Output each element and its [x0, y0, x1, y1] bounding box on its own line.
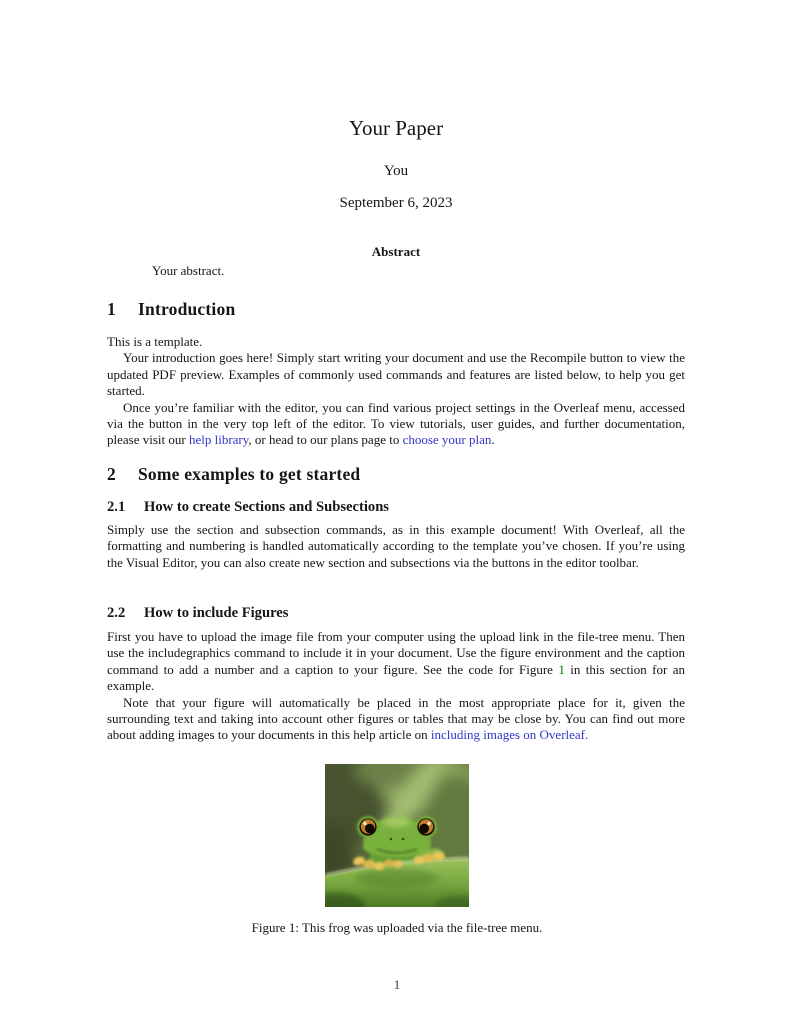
abstract-heading: Abstract — [371, 244, 421, 259]
paper-title: Your Paper — [348, 116, 444, 140]
subsection-sections-body — [107, 522, 685, 571]
paragraph: Simply use the section and subsection commands, as in this example document! With Overleaf, all the formatting and numbering is handled automatically according to the template you’ve chosen. If you’re using the Visual Editor, you can also create new section and subsections via the buttons in the editor toolbar. — [107, 522, 685, 570]
abstract-text: Your abstract. — [152, 263, 225, 278]
paragraph: This is a template. — [107, 334, 203, 349]
subsection-title: How to include Figures — [144, 605, 289, 621]
paragraph-text: in this section for an example. — [107, 661, 686, 694]
paragraph-text: . — [491, 432, 495, 448]
subsection-number: 2.2 — [107, 605, 126, 621]
section-heading-examples — [107, 464, 685, 485]
subsection-number: 2.1 — [107, 499, 126, 515]
page-number: 1 — [393, 977, 401, 992]
figure-1-reference-link[interactable]: 1 — [558, 661, 565, 677]
paragraph-text: Once you’re familiar with the editor, you can find various project settings in the Overleaf menu, accessed via the button in the very top left of the editor. To view tutorials, user guides, and further documentation, please visit our — [107, 399, 685, 448]
subsection-title: How to create Sections and Subsections — [144, 499, 389, 515]
paragraph: Your introduction goes here! Simply start writing your document and use the Recompile button to view the updated PDF preview. Examples of commonly used commands and features are listed below, to help you get started. — [107, 350, 685, 399]
paragraph — [107, 400, 685, 449]
introduction-body — [107, 334, 685, 449]
paper-author: You — [383, 163, 409, 179]
including-images-link[interactable]: including images on Overleaf. — [430, 727, 589, 743]
figure-1 — [0, 764, 794, 907]
paragraph-text: Note that your figure will automatically be placed in the most appropriate place for it, given the surrounding text and taking into account other figures or tables that may be close by. You can find out more about adding images to your documents in this help article on — [107, 694, 685, 743]
frog-photo-image — [325, 764, 469, 907]
section-number: 2 — [107, 464, 116, 484]
subsection-figures-body — [107, 629, 685, 744]
section-heading-introduction — [107, 299, 685, 320]
paragraph — [107, 629, 685, 695]
figure-caption: Figure 1: This frog was uploaded via the file-tree menu. — [251, 920, 543, 935]
subsection-heading-figures — [107, 605, 685, 622]
paragraph-text: , or head to our plans page to — [248, 432, 403, 448]
choose-your-plan-link[interactable]: choose your plan — [402, 432, 492, 448]
section-title: Some examples to get started — [138, 464, 361, 484]
subsection-heading-sections — [107, 499, 685, 516]
paragraph — [107, 695, 685, 744]
paper-date: September 6, 2023 — [339, 195, 453, 211]
paragraph-text: First you have to upload the image file from your computer using the upload link in the file-tree menu. Then use the includegraphics command to include it in your document. Use the figure environment and the caption command to add a number and a caption to your figure. See the code for Figure — [107, 629, 685, 677]
section-number: 1 — [107, 299, 116, 319]
help-library-link[interactable]: help library — [188, 432, 249, 448]
section-title: Introduction — [138, 299, 236, 319]
